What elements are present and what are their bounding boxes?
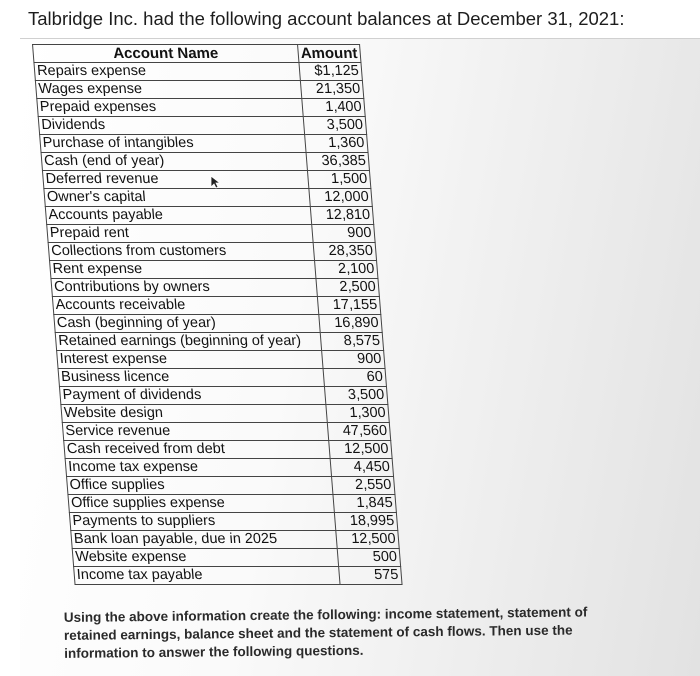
table-row <box>57 351 385 369</box>
table-row <box>72 549 400 567</box>
table-row <box>64 441 392 459</box>
table-row <box>67 477 395 495</box>
amount-cell: 2,100 <box>315 261 378 279</box>
amount-cell: 12,000 <box>309 189 372 207</box>
column-header-amount: Amount <box>298 45 361 63</box>
account-name-cell: Repairs expense <box>34 63 300 81</box>
account-name-cell: Dividends <box>38 117 304 135</box>
amount-cell: 16,890 <box>319 315 382 333</box>
account-name-cell: Owner's capital <box>44 189 310 207</box>
account-balances-table <box>32 44 402 585</box>
table-row <box>58 369 386 387</box>
account-name-cell: Income tax payable <box>74 567 340 585</box>
table-row <box>59 387 387 405</box>
table-row <box>71 531 399 549</box>
instructions-paragraph: Using the above information create the following: income statement, statement of retained earnings, balance sheet and the statement of cash flows. Then use the information to answer the following questions. <box>63 604 588 661</box>
amount-cell: 60 <box>323 369 386 387</box>
account-name-cell: Prepaid expenses <box>37 99 303 117</box>
amount-cell: 3,500 <box>324 387 387 405</box>
amount-cell: 12,810 <box>310 207 373 225</box>
account-name-cell: Cash (end of year) <box>41 153 307 171</box>
amount-cell: 12,500 <box>329 441 392 459</box>
account-name-cell: Accounts payable <box>45 207 311 225</box>
account-name-cell: Interest expense <box>57 351 323 369</box>
table-row <box>65 459 393 477</box>
account-name-cell: Purchase of intangibles <box>40 135 306 153</box>
table-row <box>38 117 366 135</box>
amount-cell: $1,125 <box>299 63 362 81</box>
page-title: Talbridge Inc. had the following account balances at December 31, 2021: <box>28 8 625 29</box>
account-name-cell: Retained earnings (beginning of year) <box>55 333 321 351</box>
table-row <box>62 423 390 441</box>
account-name-cell: Payment of dividends <box>59 387 325 405</box>
table-row <box>47 225 375 243</box>
amount-cell: 1,500 <box>307 171 370 189</box>
amount-cell: 2,550 <box>332 477 395 495</box>
account-name-cell: Cash received from debt <box>64 441 330 459</box>
amount-cell: 47,560 <box>327 423 390 441</box>
amount-cell: 28,350 <box>313 243 376 261</box>
amount-cell: 3,500 <box>303 117 366 135</box>
table-row <box>50 261 378 279</box>
table-row <box>41 153 369 171</box>
mouse-cursor-icon <box>208 175 222 189</box>
table-row <box>51 279 379 297</box>
table-row <box>35 81 363 99</box>
column-header-account-name: Account Name <box>33 45 299 63</box>
amount-cell: 1,300 <box>326 405 389 423</box>
account-name-cell: Office supplies expense <box>68 495 334 513</box>
table-row <box>40 135 368 153</box>
table-row <box>34 63 362 81</box>
account-name-cell: Prepaid rent <box>47 225 313 243</box>
account-name-cell: Website design <box>61 405 327 423</box>
table-row <box>61 405 389 423</box>
account-name-cell: Service revenue <box>62 423 328 441</box>
account-name-cell: Bank loan payable, due in 2025 <box>71 531 337 549</box>
table-header-row <box>33 45 361 63</box>
amount-cell: 900 <box>322 351 385 369</box>
table-row <box>45 207 373 225</box>
table-row <box>52 297 380 315</box>
amount-cell: 900 <box>312 225 375 243</box>
table-row <box>44 189 372 207</box>
amount-cell: 8,575 <box>320 333 383 351</box>
table-row <box>42 171 370 189</box>
table-row <box>48 243 376 261</box>
table-row <box>74 567 402 585</box>
amount-cell: 21,350 <box>300 81 363 99</box>
table-row <box>54 315 382 333</box>
account-name-cell: Payments to suppliers <box>69 513 335 531</box>
account-name-cell: Office supplies <box>67 477 333 495</box>
account-name-cell: Cash (beginning of year) <box>54 315 320 333</box>
table-row <box>37 99 365 117</box>
amount-cell: 12,500 <box>336 531 399 549</box>
account-name-cell: Business licence <box>58 369 324 387</box>
amount-cell: 1,360 <box>305 135 368 153</box>
amount-cell: 1,845 <box>333 495 396 513</box>
amount-cell: 36,385 <box>306 153 369 171</box>
amount-cell: 1,400 <box>302 99 365 117</box>
account-name-cell: Rent expense <box>50 261 316 279</box>
account-name-cell: Collections from customers <box>48 243 314 261</box>
amount-cell: 575 <box>339 567 402 585</box>
amount-cell: 500 <box>337 549 400 567</box>
amount-cell: 2,500 <box>316 279 379 297</box>
account-name-cell: Income tax expense <box>65 459 331 477</box>
account-name-cell: Accounts receivable <box>52 297 318 315</box>
amount-cell: 4,450 <box>330 459 393 477</box>
amount-cell: 17,155 <box>317 297 380 315</box>
table-row <box>68 495 396 513</box>
table-row <box>69 513 397 531</box>
account-name-cell: Website expense <box>72 549 338 567</box>
account-name-cell: Contributions by owners <box>51 279 317 297</box>
account-name-cell: Wages expense <box>35 81 301 99</box>
amount-cell: 18,995 <box>334 513 397 531</box>
table-row <box>55 333 383 351</box>
account-name-cell: Deferred revenue <box>42 171 308 189</box>
table-body <box>34 63 402 585</box>
